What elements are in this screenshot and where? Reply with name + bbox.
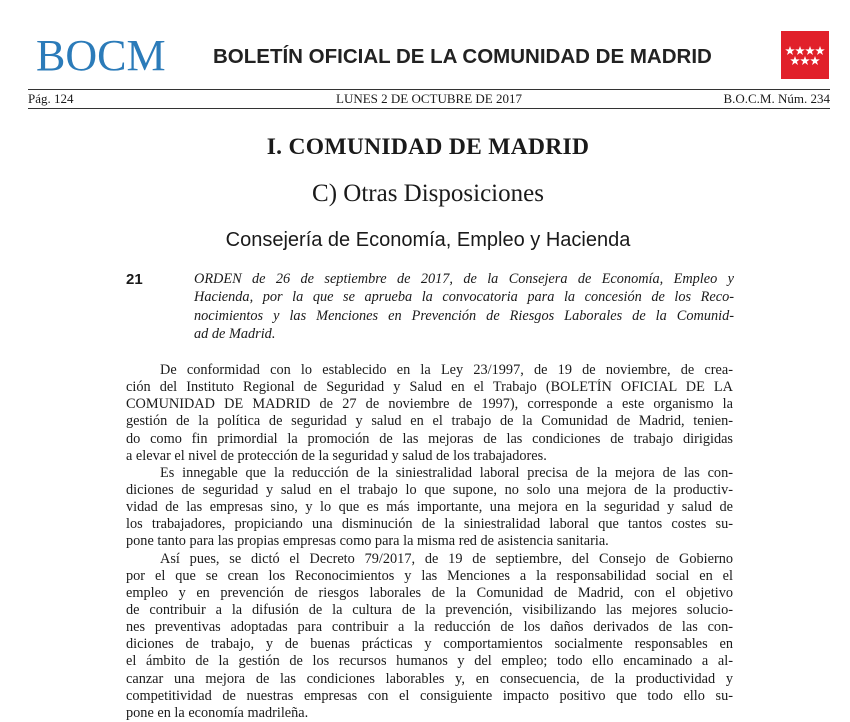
body-line: los trabajadores, propiciando una disminución de la siniestralidad laboral que tantos costes su-	[126, 516, 733, 533]
bocm-logo: BOCM	[36, 31, 166, 80]
body-line: Es innegable que la reducción de la siniestralidad laboral precisa de la mejora de las con-	[160, 464, 733, 481]
body-line: canzar una mejora de las condiciones laborables y, en consecuencia, de la productividad y	[126, 670, 733, 687]
body-line: vidad de las empresas sino, y lo que es más importante, una mejora en la seguridad y salud de	[126, 499, 733, 516]
stars-icon	[781, 31, 829, 79]
order-title-line: ad de Madrid.	[194, 326, 276, 343]
body-line: el ámbito de la gestión de los recursos humanos y del empleo; todo ello encaminado a al-	[126, 653, 733, 670]
order-title-line: Hacienda, por la que se aprueba la convocatoria para la concesión de los Reco-	[194, 289, 734, 306]
body-line: pone tanto para las propias empresas como para la misma red de asistencia sanitaria.	[126, 533, 609, 550]
body-line: gestión de la política de seguridad y salud en el trabajo de la Comunidad de Madrid, tenien-	[126, 413, 733, 430]
bulletin-title: BOLETÍN OFICIAL DE LA COMUNIDAD DE MADRID	[213, 45, 712, 68]
body-line: empleo y en prevención de riesgos laborales de la Comunidad de Madrid, con el objetivo	[126, 584, 733, 601]
body-line: de contribuir a la difusión de la cultura de la prevención, visibilizando las mejores solucio-	[126, 601, 733, 618]
body-line: competitividad de nuestras empresas con el consiguiente impacto positivo que todo ello su-	[126, 687, 733, 704]
body-line: por el que se crean los Reconocimientos y las Menciones a la responsabilidad social en el	[126, 567, 733, 584]
page-number: Pág. 124	[28, 91, 74, 106]
order-title-line: ORDEN de 26 de septiembre de 2017, de la Consejera de Economía, Empleo y	[194, 271, 734, 287]
body-line: pone en la economía madrileña.	[126, 704, 309, 721]
header-rule-top	[28, 89, 830, 90]
issue-date: LUNES 2 DE OCTUBRE DE 2017	[336, 91, 522, 106]
madrid-flag-icon	[781, 31, 829, 79]
body-line: Así pues, se dictó el Decreto 79/2017, de 19 de septiembre, del Consejo de Gobierno	[160, 550, 733, 567]
body-text	[126, 362, 733, 722]
body-line: ción del Instituto Regional de Seguridad y Salud en el Trabajo (BOLETÍN OFICIAL DE LA	[126, 379, 733, 396]
order-title-line: nocimientos y las Menciones en Prevención de Riesgos Laborales de la Comunid-	[194, 307, 734, 324]
body-line: do como fin primordial la promoción de las mejoras de las condiciones de trabajo dirigidas	[126, 430, 733, 447]
header-rule-bottom	[28, 108, 830, 109]
order-title	[194, 270, 734, 344]
section-title: I. COMUNIDAD DE MADRID	[266, 134, 590, 160]
body-line: nes preventivas adoptadas para contribuir a la reducción de los daños derivados de las con-	[126, 619, 733, 636]
body-line: diciones de seguridad y salud en el trabajo lo que supone, no solo una mejora de la productiv-	[126, 481, 733, 498]
body-line: a elevar el nivel de protección de la seguridad y salud de los trabajadores.	[126, 447, 547, 464]
header-meta-row	[28, 91, 830, 107]
body-line: diciones de trabajo, y de buenas prácticas y comportamientos socialmente responsables en	[126, 636, 733, 653]
subsection-title: C) Otras Disposiciones	[312, 180, 544, 207]
body-line: De conformidad con lo establecido en la Ley 23/1997, de 19 de noviembre, de crea-	[160, 362, 733, 378]
body-line: COMUNIDAD DE MADRID de 27 de noviembre de 1997), corresponde a este organismo la	[126, 396, 733, 413]
order-number: 21	[126, 271, 143, 288]
issue-number: B.O.C.M. Núm. 234	[723, 91, 830, 106]
department-title: Consejería de Economía, Empleo y Hacienda	[225, 229, 631, 251]
